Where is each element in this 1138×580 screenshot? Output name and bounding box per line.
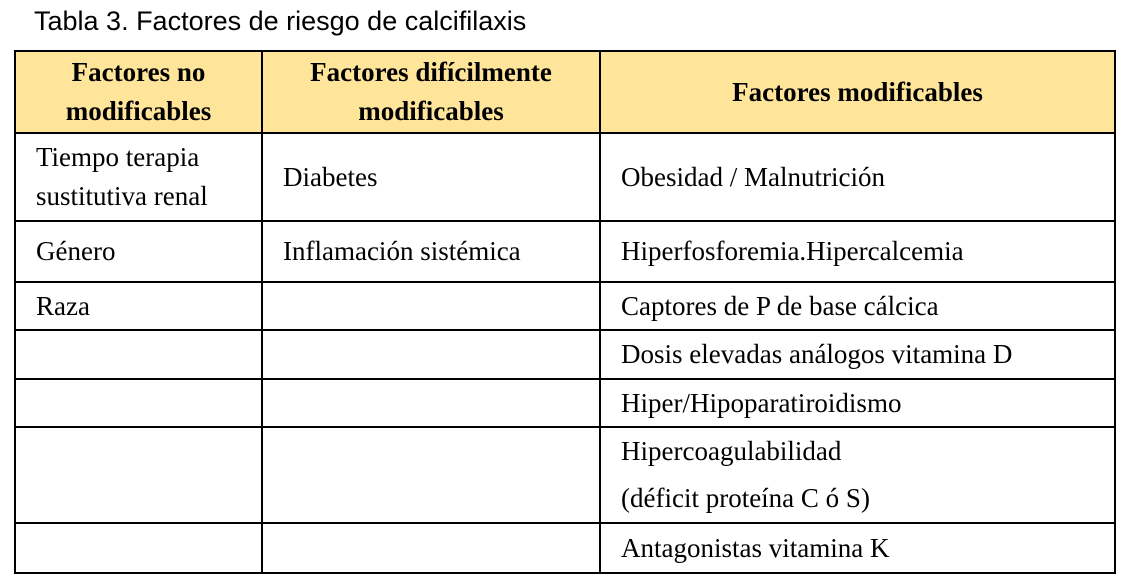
- table-cell: Hiper/Hipoparatiroidismo: [600, 379, 1115, 427]
- table-cell: [15, 523, 262, 573]
- table-cell: Raza: [15, 282, 262, 330]
- table-row: [15, 282, 1115, 330]
- header-hardly-modifiable: Factores difícilmente modificables: [262, 51, 600, 133]
- table-cell: [15, 330, 262, 379]
- table-row: [15, 330, 1115, 379]
- table-cell: [262, 379, 600, 427]
- table-cell: Dosis elevadas análogos vitamina D: [600, 330, 1115, 379]
- risk-factors-table: [14, 50, 1116, 574]
- table-cell: Tiempo terapia sustitutiva renal: [15, 133, 262, 221]
- table-row: [15, 523, 1115, 573]
- table-cell: [262, 523, 600, 573]
- table-cell: Género: [15, 221, 262, 282]
- table-cell: [262, 282, 600, 330]
- header-row: [15, 51, 1115, 133]
- table-cell: Hiperfosforemia.Hipercalcemia: [600, 221, 1115, 282]
- table-cell: Diabetes: [262, 133, 600, 221]
- header-non-modifiable: Factores no modificables: [15, 51, 262, 133]
- table-cell: Hipercoagulabilidad (déficit proteína C ó S): [600, 427, 1115, 523]
- table-cell: Antagonistas vitamina K: [600, 523, 1115, 573]
- table-caption: Tabla 3. Factores de riesgo de calcifilaxis: [34, 6, 527, 36]
- table-cell: Inflamación sistémica: [262, 221, 600, 282]
- table-cell: Captores de P de base cálcica: [600, 282, 1115, 330]
- table-cell: [262, 330, 600, 379]
- table-row: [15, 379, 1115, 427]
- table-cell: [262, 427, 600, 523]
- header-modifiable: Factores modificables: [600, 51, 1115, 133]
- table-cell: [15, 427, 262, 523]
- table-row: [15, 427, 1115, 523]
- table-cell: Obesidad / Malnutrición: [600, 133, 1115, 221]
- table-row: [15, 221, 1115, 282]
- table-row: [15, 133, 1115, 221]
- table-cell: [15, 379, 262, 427]
